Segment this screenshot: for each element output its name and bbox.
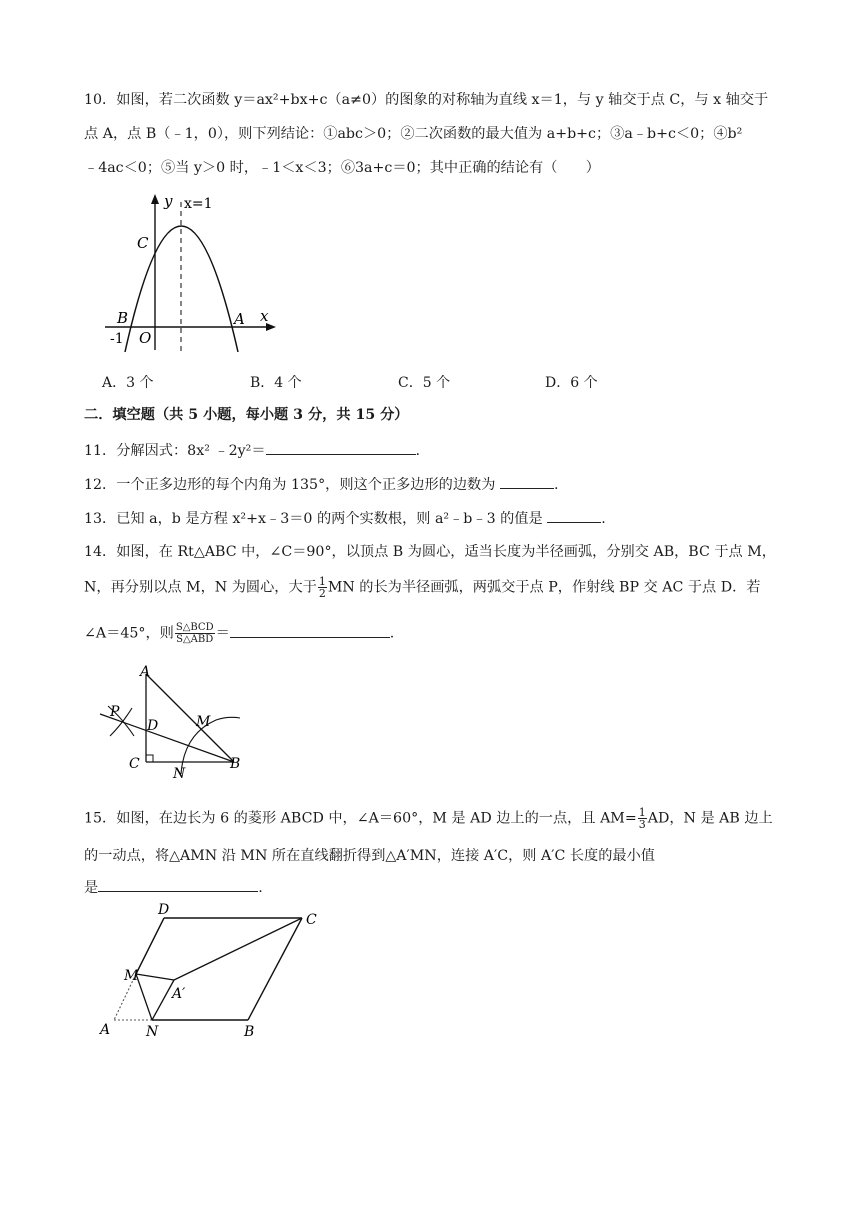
segment-a2c: [174, 918, 302, 980]
q15-line3-text: 是: [84, 880, 99, 896]
x-axis-label: x: [260, 307, 269, 325]
q10-line2: 点 A，点 B（﹣1，0），则下列结论：①abc＞0；②二次函数的最大值为 a+b+c；③a﹣b+c＜0；④b²: [84, 126, 743, 142]
q14-line2b: MN 的长为半径画弧，两弧交于点 P，作射线 BP 交 AC 于点 D．若: [327, 579, 761, 596]
q12: [84, 474, 558, 495]
point-c-label: C: [306, 912, 317, 928]
q13-text: 13．已知 a，b 是方程 x²+x﹣3＝0 的两个实数根，则 a²﹣b﹣3 的值是: [84, 511, 543, 527]
point-m-label: M: [124, 968, 139, 984]
segment-na2: [152, 980, 174, 1020]
point-m-label: M: [196, 714, 211, 730]
q14-answer-blank[interactable]: [230, 623, 390, 638]
point-n-label: N: [146, 1024, 159, 1040]
q14-line3b: ＝: [215, 625, 230, 642]
y-axis-arrow: [151, 194, 159, 204]
point-d-label: D: [158, 902, 170, 918]
frac-den: 2: [318, 587, 326, 600]
frac-num: 1: [318, 575, 326, 588]
q14-line2a: N，再分别以点 M，N 为圆心，大于: [84, 579, 317, 596]
area-ratio-fraction: [175, 622, 215, 645]
q11: [84, 440, 420, 461]
point-a-label: A: [100, 1022, 111, 1038]
point-c-label: C: [137, 234, 149, 252]
q11-text: 11．分解因式：8x² ﹣2y²＝: [84, 443, 266, 459]
q12-answer-blank[interactable]: [500, 474, 554, 489]
q10-line3: ﹣4ac＜0；⑤当 y＞0 时，﹣1＜x＜3；⑥3a+c＝0；其中正确的结论有（ ）: [84, 160, 600, 176]
q14-line3a: ∠A＝45°，则: [84, 625, 174, 642]
q12-end: .: [553, 477, 559, 493]
q12-text: 12．一个正多边形的每个内角为 135°，则这个正多边形的边数为: [84, 477, 496, 493]
q13-answer-blank[interactable]: [547, 508, 601, 523]
ratio-den: S△ABD: [176, 634, 214, 645]
q14-line2: [84, 576, 760, 599]
half-fraction: [318, 576, 327, 599]
side-dm: [136, 918, 164, 974]
section-title: 二．填空题（共 5 小题，每小题 3 分，共 15 分）: [84, 407, 409, 423]
segment-ma2: [136, 974, 174, 980]
q10-line1: 10．如图，若二次函数 y＝ax²+bx+c（a≠0）的图象的对称轴为直线 x＝1，与 y 轴交于点 C，与 x 轴交于: [84, 92, 769, 108]
frac-num: 1: [638, 806, 646, 819]
point-a2-label: A′: [172, 986, 186, 1002]
symmetry-axis-label: x=1: [184, 196, 213, 212]
q14-end: .: [389, 625, 395, 642]
point-n-label: N: [173, 766, 186, 782]
point-a-label: A: [140, 664, 151, 680]
q11-end: .: [415, 443, 421, 459]
parabola-figure: [100, 190, 290, 360]
point-d-label: D: [147, 718, 159, 734]
q13: [84, 508, 606, 529]
q13-end: .: [601, 511, 606, 527]
q15-line3: [84, 877, 263, 898]
segment-mn: [136, 974, 152, 1020]
q15-line1b: AD，N 是 AB 边上: [647, 810, 773, 827]
point-b-label: B: [117, 309, 129, 327]
choice-d[interactable]: D．6 个: [545, 375, 598, 391]
point-b-label: B: [230, 756, 241, 772]
q15-line1: [84, 807, 773, 830]
rhombus-figure: [96, 900, 326, 1040]
q14-line1: 14．如图，在 Rt△ABC 中，∠C＝90°，以顶点 B 为圆心，适当长度为半径画弧，分别交 AB，BC 于点 M，: [84, 544, 776, 560]
q15-end: .: [258, 880, 263, 896]
choice-a[interactable]: A．3 个: [102, 375, 154, 391]
right-angle-mark: [146, 755, 153, 762]
q14-line3: [84, 622, 394, 645]
q11-answer-blank[interactable]: [266, 440, 416, 455]
point-a-label: A: [234, 310, 245, 328]
point-c-label: C: [129, 756, 140, 772]
choice-c[interactable]: C．5 个: [398, 375, 451, 391]
q15-answer-blank[interactable]: [98, 877, 258, 892]
triangle-figure: [96, 662, 256, 784]
choice-b[interactable]: B．4 个: [250, 375, 302, 391]
point-b-label: B: [244, 1024, 255, 1040]
q15-line2: 的一动点，将△AMN 沿 MN 所在直线翻折得到△A′MN，连接 A′C，则 A′C 长度的最小值: [84, 848, 655, 864]
origin-label: O: [139, 329, 152, 347]
q15-line1a: 15．如图，在边长为 6 的菱形 ABCD 中，∠A＝60°，M 是 AD 边上的一点，且 AM=: [84, 810, 637, 827]
minus-one-label: -1: [110, 331, 124, 347]
y-axis-label: y: [164, 192, 173, 210]
third-fraction: [638, 807, 647, 830]
point-p-label: P: [110, 704, 120, 720]
side-cb: [248, 918, 302, 1020]
frac-den: 3: [638, 818, 646, 831]
ratio-num: S△BCD: [175, 622, 214, 633]
side-ab: [146, 674, 234, 762]
